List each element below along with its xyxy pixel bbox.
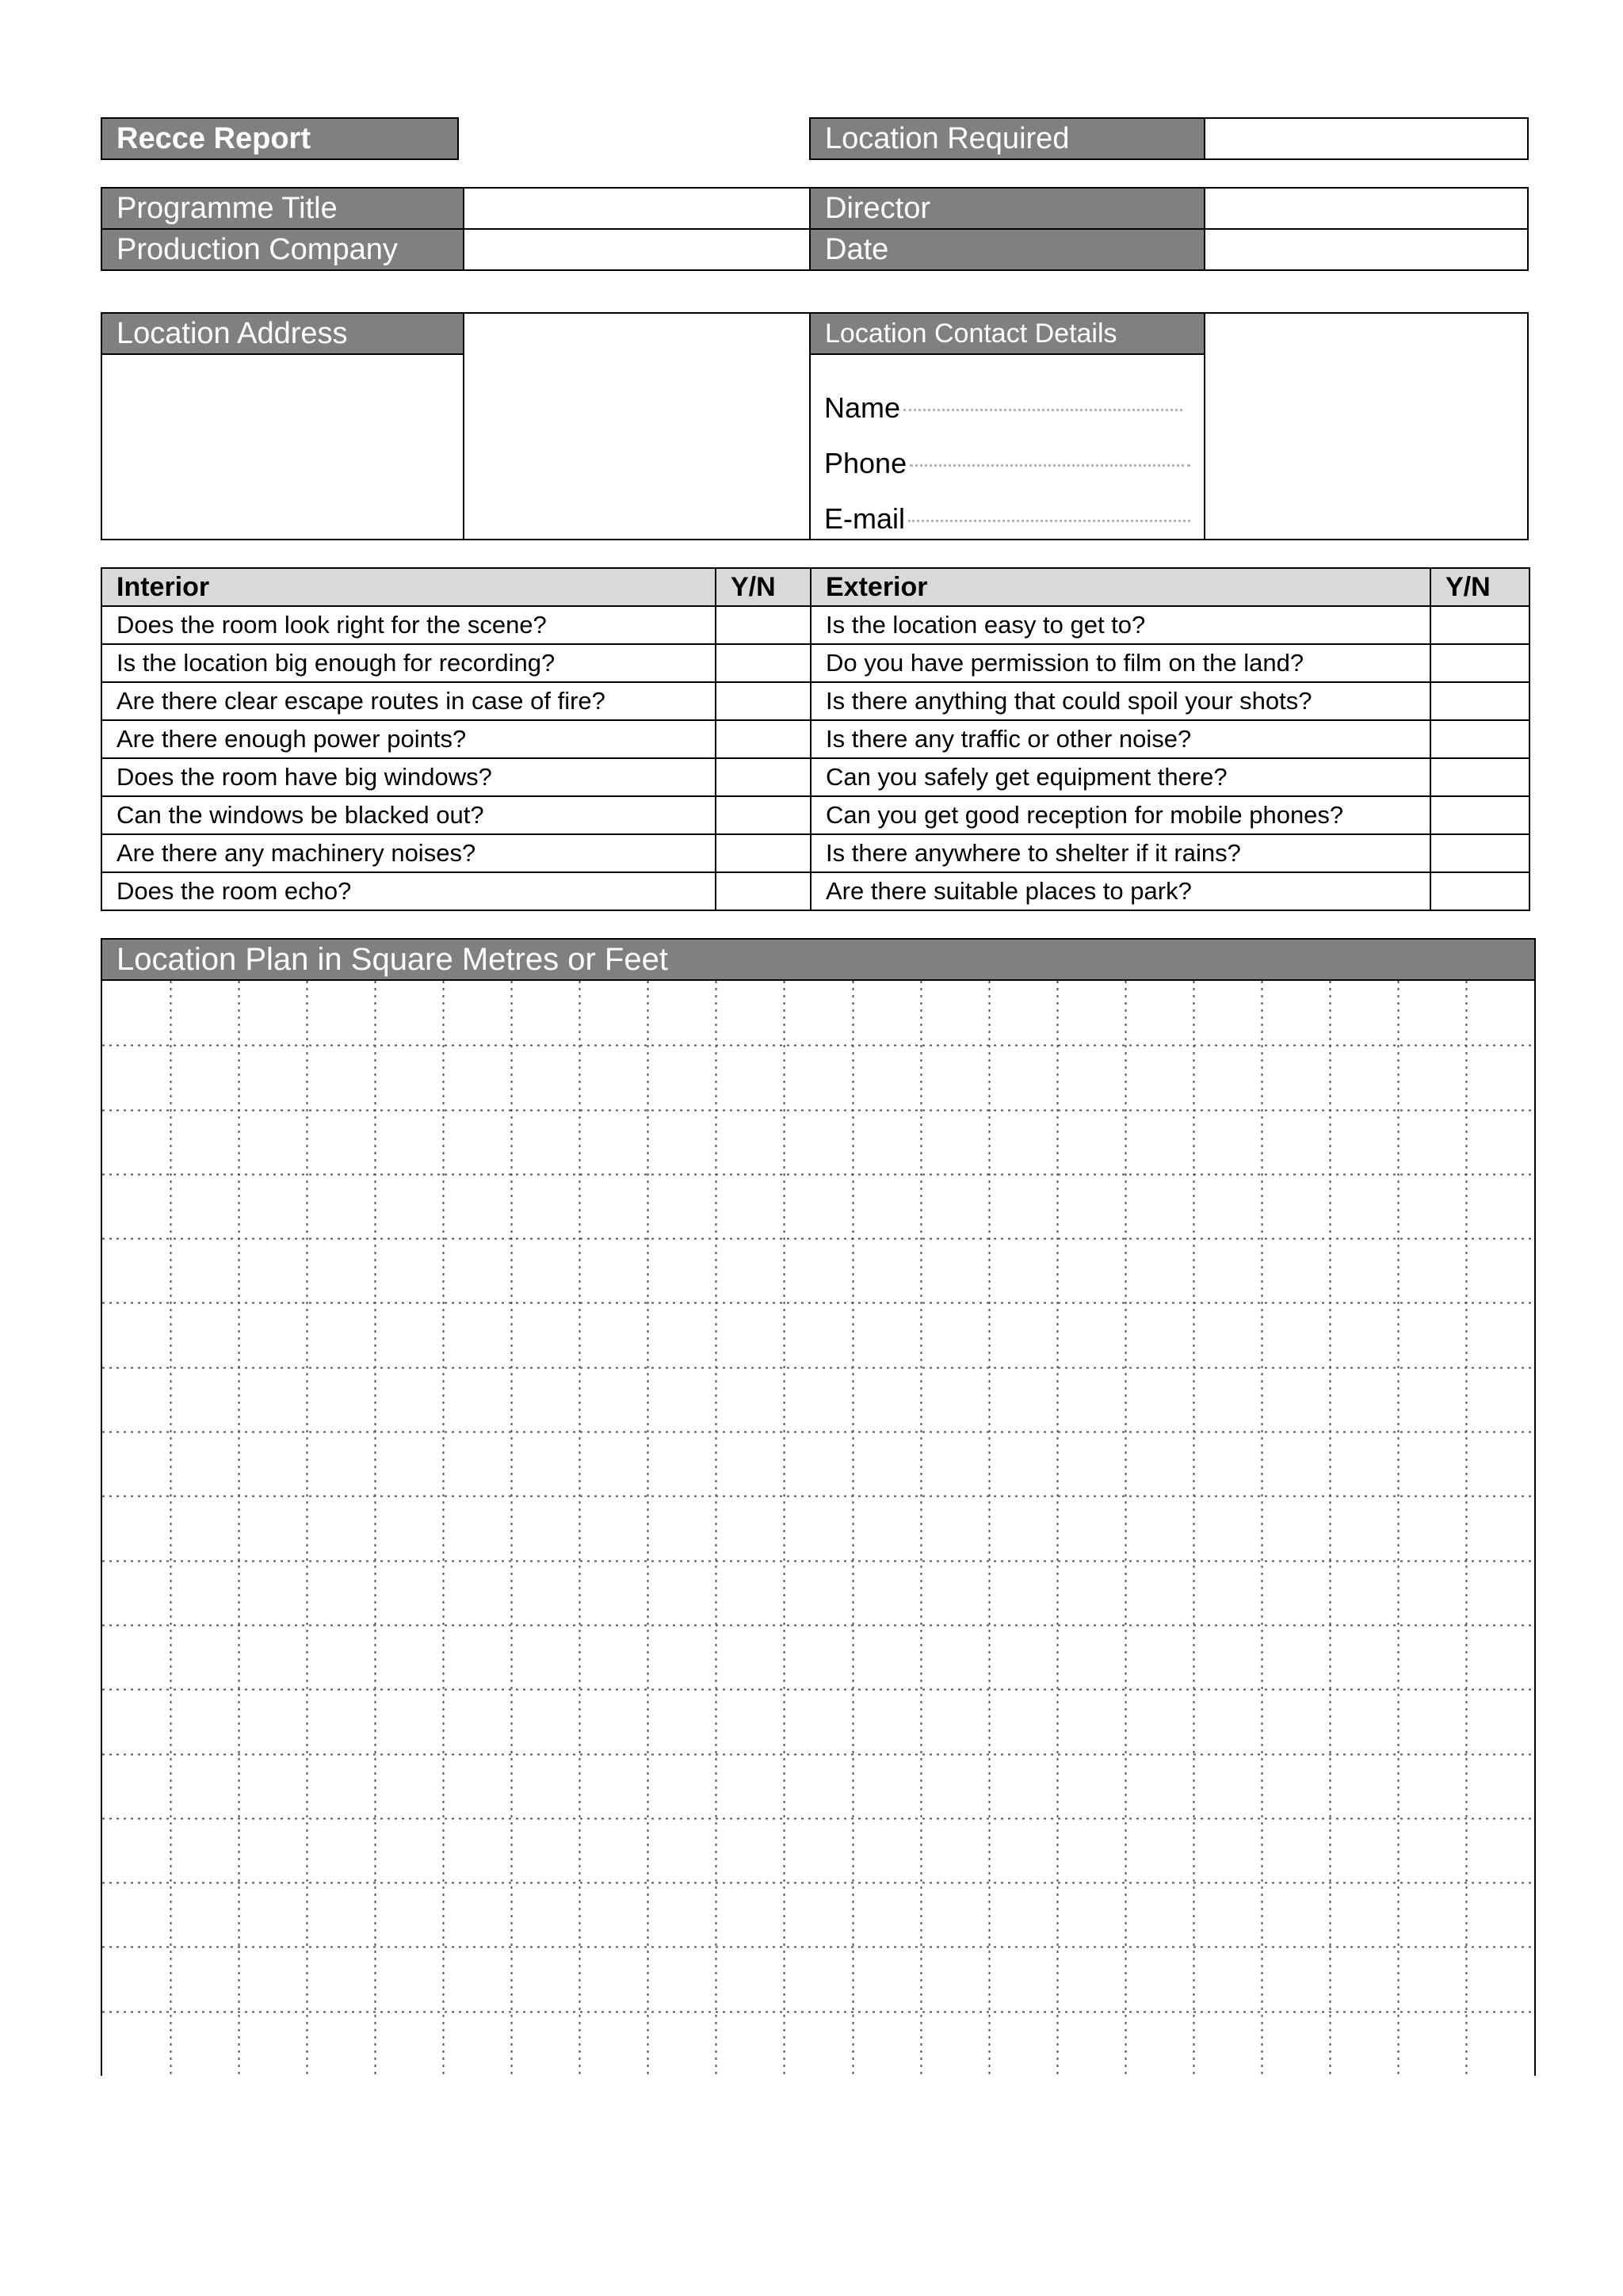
exterior-question: Do you have permission to film on the land? [811,644,1430,682]
location-address-field[interactable] [463,312,811,540]
interior-question: Does the room echo? [101,872,716,910]
interior-yn-cell[interactable] [716,796,811,834]
production-company-label: Production Company [101,228,464,271]
plan-grid[interactable] [102,981,1534,2076]
interior-question: Are there enough power points? [101,720,716,758]
exterior-question: Is there any traffic or other noise? [811,720,1430,758]
interior-question: Are there any machinery noises? [101,834,716,872]
checklist-row [101,796,1529,834]
exterior-yn-cell[interactable] [1430,758,1529,796]
location-required-label: Location Required [809,117,1205,160]
exterior-question: Can you safely get equipment there? [811,758,1430,796]
interior-question: Does the room have big windows? [101,758,716,796]
exterior-question: Is there anywhere to shelter if it rains? [811,834,1430,872]
interior-header: Interior [101,568,716,606]
location-contact-label: Location Contact Details [809,312,1205,355]
date-label: Date [809,228,1205,271]
interior-yn-cell[interactable] [716,720,811,758]
checklist-row [101,644,1529,682]
programme-title-field[interactable] [463,187,811,230]
interior-yn-cell[interactable] [716,872,811,910]
location-contact-notes-field[interactable] [1204,312,1529,540]
location-plan [101,938,1536,2076]
interior-yn-cell[interactable] [716,682,811,720]
contact-name-row[interactable] [824,391,1182,429]
checklist-row [101,758,1529,796]
checklist-row [101,872,1529,910]
interior-yn-cell[interactable] [716,606,811,644]
programme-title-label: Programme Title [101,187,464,230]
checklist-row [101,682,1529,720]
interior-question: Are there clear escape routes in case of fire? [101,682,716,720]
checklist-row [101,606,1529,644]
exterior-question: Are there suitable places to park? [811,872,1430,910]
date-field[interactable] [1204,228,1529,271]
exterior-header: Exterior [811,568,1430,606]
exterior-question: Is the location easy to get to? [811,606,1430,644]
director-label: Director [809,187,1205,230]
interior-yn-cell[interactable] [716,644,811,682]
exterior-yn-cell[interactable] [1430,872,1529,910]
contact-email-label: E-mail [824,502,906,535]
interior-yn-header: Y/N [716,568,811,606]
interior-yn-cell[interactable] [716,834,811,872]
contact-phone-label: Phone [824,447,907,479]
exterior-yn-cell[interactable] [1430,834,1529,872]
location-required-field[interactable] [1204,117,1529,160]
interior-question: Can the windows be blacked out? [101,796,716,834]
location-address-label: Location Address [101,312,464,355]
contact-email-row[interactable] [824,502,1190,540]
interior-question: Is the location big enough for recording? [101,644,716,682]
exterior-yn-cell[interactable] [1430,796,1529,834]
contact-name-dotted-line [903,409,1182,411]
interior-question: Does the room look right for the scene? [101,606,716,644]
exterior-yn-header: Y/N [1430,568,1529,606]
contact-phone-row[interactable] [824,447,1190,485]
location-plan-title: Location Plan in Square Metres or Feet [102,940,1534,981]
interior-yn-cell[interactable] [716,758,811,796]
production-company-field[interactable] [463,228,811,271]
exterior-question: Can you get good reception for mobile phones? [811,796,1430,834]
exterior-yn-cell[interactable] [1430,644,1529,682]
checklist-header-row [101,568,1529,606]
checklist-row [101,834,1529,872]
contact-phone-dotted-line [910,464,1190,467]
contact-name-label: Name [824,391,901,424]
contact-email-dotted-line [908,520,1190,522]
checklist-table [101,567,1530,911]
director-field[interactable] [1204,187,1529,230]
exterior-yn-cell[interactable] [1430,720,1529,758]
report-title: Recce Report [101,117,459,160]
exterior-yn-cell[interactable] [1430,606,1529,644]
exterior-question: Is there anything that could spoil your shots? [811,682,1430,720]
checklist-row [101,720,1529,758]
exterior-yn-cell[interactable] [1430,682,1529,720]
